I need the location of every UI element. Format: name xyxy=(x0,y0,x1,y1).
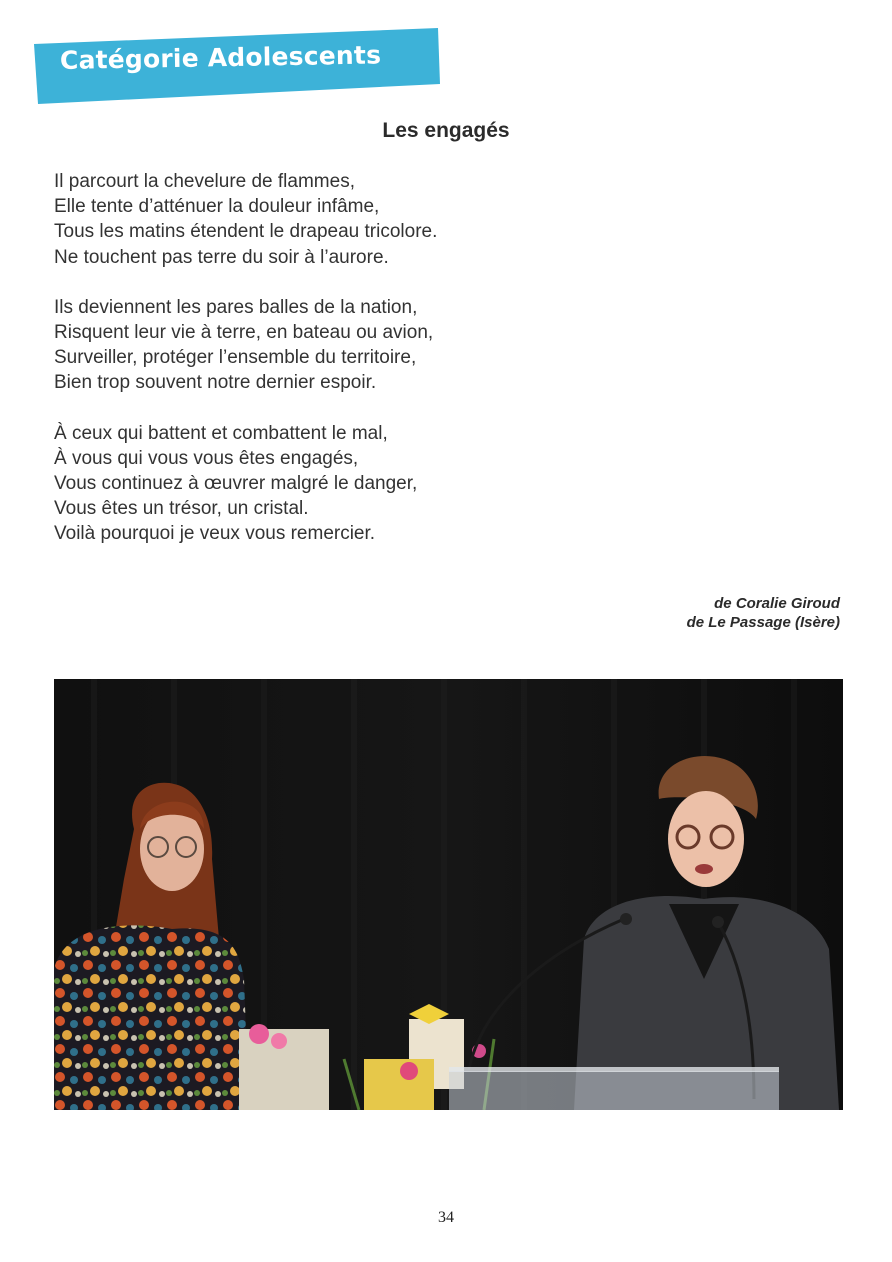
photo-illustration xyxy=(54,679,843,1110)
stanza xyxy=(54,295,754,396)
poem-line: Bien trop souvent notre dernier espoir. xyxy=(54,372,377,394)
author-credit xyxy=(687,594,840,632)
ceremony-photo xyxy=(54,679,843,1110)
poem-line: Tous les matins étendent le drapeau tricolore. xyxy=(54,221,438,243)
poem-line: Vous êtes un trésor, un cristal. xyxy=(54,498,309,520)
stanza xyxy=(54,421,754,547)
poem-title: Les engagés xyxy=(382,119,510,142)
poem-line: À ceux qui battent et combattent le mal, xyxy=(54,422,388,444)
poem-line: À vous qui vous vous êtes engagés, xyxy=(54,447,359,469)
poem-line: Ne touchent pas terre du soir à l’aurore. xyxy=(54,246,389,268)
poem-line: Il parcourt la chevelure de flammes, xyxy=(54,171,355,192)
author-location: de Le Passage (Isère) xyxy=(686,614,840,631)
poem-line: Vous continuez à œuvrer malgré le danger, xyxy=(54,473,418,495)
poem-line: Ils deviennent les pares balles de la nation, xyxy=(54,296,418,318)
page-number: 34 xyxy=(438,1209,454,1226)
category-title: Catégorie Adolescents xyxy=(59,40,382,75)
poem-line: Surveiller, protéger l’ensemble du territoire, xyxy=(54,347,417,369)
poem-body xyxy=(54,169,754,572)
poem-line: Voilà pourquoi je veux vous remercier. xyxy=(54,523,376,545)
stanza xyxy=(54,169,754,270)
poem-line: Risquent leur vie à terre, en bateau ou avion, xyxy=(54,322,434,344)
category-banner xyxy=(34,28,440,104)
author-name: de Coralie Giroud xyxy=(714,595,840,612)
poem-line: Elle tente d’atténuer la douleur infâme, xyxy=(54,196,380,218)
